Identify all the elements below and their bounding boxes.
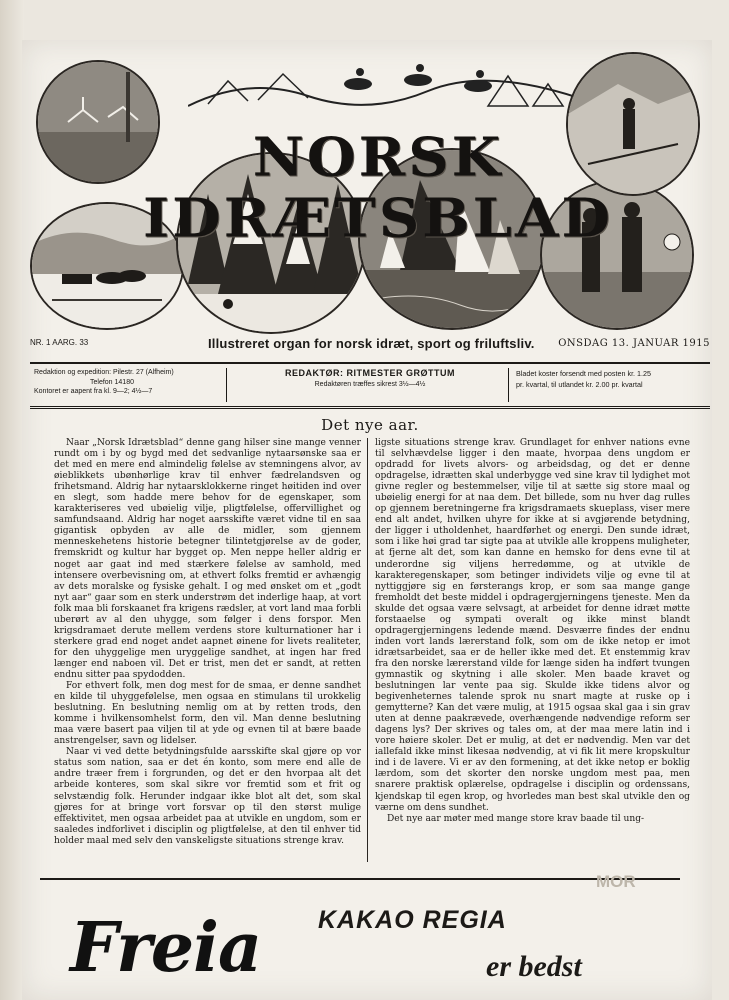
info-divider (226, 368, 227, 402)
subscription-info (516, 368, 708, 390)
subscription-price: Bladet koster forsendt med posten kr. 1.25 (516, 369, 652, 378)
advertisement-rule (40, 878, 680, 883)
article-paragraph: Det nye aar møter med mange store krav baade til ung- (387, 813, 645, 824)
editor-hours: Redaktøren træffes sikrest 3½—4½ (314, 381, 426, 388)
office-hours: Kontoret er aapent fra kl. 9—2; 4½—7 (34, 388, 153, 395)
info-divider (508, 368, 509, 402)
page-fold (0, 0, 24, 1000)
column-divider (367, 438, 368, 862)
subscription-abroad: pr. kvartal, til utlandet kr. 2.00 pr. kvartal (516, 380, 643, 389)
issue-number: NR. 1 AARG. 33 (30, 338, 89, 347)
ad-tagline: er bedst (486, 950, 582, 983)
info-bar (30, 362, 710, 409)
article-body (54, 438, 694, 862)
editor-name: REDAKTØR: RITMESTER GRØTTUM (285, 368, 455, 378)
editor-info (240, 368, 500, 388)
freia-logo: Freia (70, 908, 262, 988)
article-column-right (375, 438, 690, 862)
article-paragraph: ligste situations strenge krav. Grundlaget for enhver nations evne til selvhævdelse ligger i den maate, hvorpaa dens ungdom er opdradd for livets alvors- og arbeidsdag, og det er denne opdragelse, idrætten skal underbygge ved sine krav til lydighet mot givne regler og bestemmelser, vilje til at sætte sig store maal og ubøielig energi for at naa dem. Det billede, som nu hver dag rulles op gjennem beretningerne fra krigsdramaets skueplass, viser mere end alt andet, hvilken uhyre for ikke at si avgjørende betydning, der ligger i utholdenhet, haardførhet og energi. Den sunde idræt, som i like høi grad tar sigte paa at utvikle alle kroppens muligheter, at fjerne alt det, som kan danne en hemsko for dens evne til at underordne sig viljens herredømme, og at utvikle de karakteregenskaper, som betinger individets vilje og evne til at nyttiggjøre sig en førsterangs krop, er som saa mange gange fremholdt det beste middel i opdragergjerningens tjeneste. Men da skulde det ogsaa være selvsagt, at arbeidet for denne idræt møtte forstaaelse og sympati overalt og ikke minst blandt opdragergjerningens ledende mænd. Desværre findes der endnu inden vort lands lærerstand folk, som om de ikke netop er imot idrætsarbeidet, saa er de heller ikke med det. Et enstemmig krav fra den norske lærerstand vilde for længe siden ha indført tvungen gymnastik og skytning i alle skoler. Men baade kravet og beslutningen lar vente paa sig. Skulde ikke tidens alvor og begivenheternes talende sprok nu snart magte at ruske op i gemytterne? Kan det være mulig, at 1915 ogsaa skal gaa i sin grav uten at denne paakrævede, overhængende nødvendige reform ser dagens lys? Der skrives og tales om, at der maa mere latin ind i vore høiere skoler. Det er mulig, at det er nødvendig. Men var det iallefald ikke minst likesaa nødvendig, at vi fik lit mere kropskultur ind i de lavere. Vi er av den formening, at det ikke netop er boklig lærdom, som det skorter den norske ungdom mest paa, men snarere praktisk oplærelse, opdragelse i disciplin og ordenssans, kjendskap til egen krop, og hvorledes man best skal utvikle den og værne om dens sundhet. (375, 438, 690, 813)
ad-product: KAKAO REGIA (318, 906, 507, 934)
article-paragraph: For ethvert folk, men dog mest for de smaa, er denne sandhet en kilde til uhyggefølelse, men ogsaa en stimulans til urokkelig beslutning. En beslutning nemlig om at by retten trods, den komme i hvilkensomhelst form, den vil. Man denne beslutning maa være basert paa viljen til at yde og evnen til at bære baade anstrengelser, savn og lidelser. (54, 681, 361, 747)
office-info (34, 368, 214, 397)
article-headline: Det nye aar. (321, 416, 419, 434)
show-through-text: MOR (596, 872, 636, 891)
newspaper-title: NORSK IDRÆTSBLAD (142, 126, 614, 250)
newspaper-subtitle: Illustreret organ for norsk idræt, sport og friluftsliv. (208, 336, 535, 351)
masthead (28, 52, 706, 330)
office-phone: Telefon 14180 (90, 378, 134, 386)
frieze-illustration (188, 56, 588, 116)
article-column-left (54, 438, 361, 862)
article-paragraph: Naar vi ved dette betydningsfulde aarsskifte skal gjøre op vor status som nation, saa er det én konto, som mere end alle de andre træer frem i forgrunden, og det er den hvorpaa alt det arbeide konteres, som skal sikre vor fremtid som et frit og selvstændig folk. Herunder indgaar ikke blot alt det, som skal gjøres for at bringe vort forsvar op til den størst mulige effektivitet, men ogsaa arbeidet paa at utvikle en ungdom, som er saaledes indforlivet i disciplin og pligtfølelse, at den til enhver tid holder maal med selv den vanskeligste situations strenge krav. (54, 747, 361, 846)
office-address: Redaktion og expedition: Pilestr. 27 (Alfheim) (34, 369, 174, 376)
issue-date: ONSDAG 13. JANUAR 1915 (558, 338, 710, 349)
subtitle-row (30, 336, 710, 354)
article-paragraph: Naar „Norsk Idrætsblad“ denne gang hilser sine mange venner rundt om i by og bygd med det sedvanlige nytaarsønske saa er det med en mere end almindelig følelse av stemningens alvor, av øieblikkets ubønhørlige krav til enhver fædrelandsven og frihetsmand. Aldrig har nytaarsklokkerne ringet høitiden ind over en slegt, som hadde mere behov for de egenskaper, som karakteriseres ved ubøielig vilje, pligtfølelse, offervillighet og samfundsaand. Aldrig har noget aarsskifte været vidne til en saa gigantisk opbyden av alle de midler, som gjennem menneskehetens historie betegner tilintetgjørelse av de goder, fremskridt og kultur har bygget op. Men neppe heller aldrig er noget aar gaat ind med stærkere følelse av samhold, med intensere overbevisning om, at ethvert folks fremtid er avhængig av dets moralske og fysiske gehalt. I og med ønsket om et „godt nyt aar“ gaar som en sterk understrøm det inderlige haap, at vort folk maa bli forskaanet fra krigens rædsler, at vort land maa forbli uberørt av al den uhygge, som følger i dens forspor. Men krigsdramaet derute mellem verdens store kulturnationer har i sterkere grad end noget andet aapnet øinene for livets realiteter, for den uhyggelige men uryggelige sandhet, at ingen har fred længer end naboen vil. Det er trist, men det er sandt, at retten endnu sitter paa spydodden. (54, 438, 361, 680)
